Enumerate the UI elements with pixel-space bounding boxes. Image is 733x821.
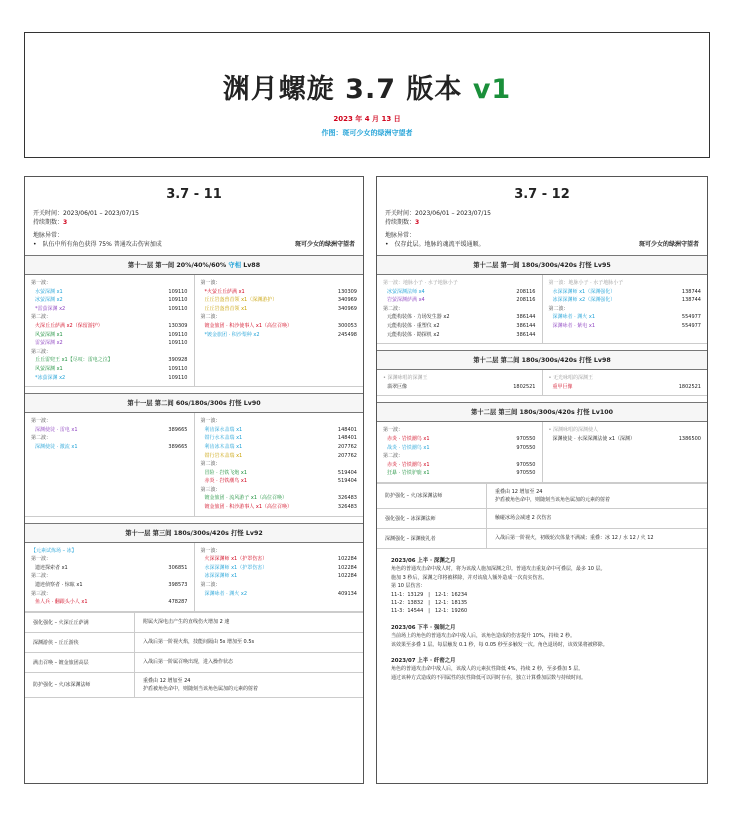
monster-row [383, 469, 536, 478]
ley-line [25, 240, 363, 249]
monster-row [383, 305, 536, 314]
monster-row [201, 494, 358, 503]
blessing-line: 第 10 层伤害： [391, 583, 426, 590]
monster-hp: 109110 [168, 297, 188, 304]
monster-name: 丘丘岩盔兽首领 x1（深渊游护） [204, 297, 278, 304]
monster-name: 元能构装体 · 勘探机 x2 [387, 331, 440, 338]
monster-name: 雷萤深渊 x2 [35, 340, 63, 347]
floor-12-panel [376, 176, 708, 784]
monster-name: 第一波： [383, 427, 404, 434]
monster-row [201, 296, 358, 305]
ley-text: • 队伍中所有角色获得 75% 普通攻击伤害加成 [33, 241, 162, 248]
publish-date: 2023 年 4 月 13 日 [333, 115, 401, 123]
monster-hp: 478287 [168, 599, 188, 606]
monster-row [31, 322, 188, 331]
monster-hp: 340969 [337, 305, 357, 312]
ley-label: 地脉异常： [33, 232, 64, 239]
buff-row [25, 613, 363, 633]
monster-row [383, 296, 536, 305]
monster-row [201, 331, 358, 340]
monster-name: 第三波： [31, 590, 52, 597]
monster-row [201, 590, 358, 599]
duration-value: 3 [415, 219, 420, 226]
monster-hp: 109110 [168, 305, 188, 312]
buff-name: 防护强化 – 火/冰深渊法师 [25, 673, 135, 697]
monster-name: 冰萤深渊法师 x4 [387, 288, 425, 295]
monster-name: 丘丘雷兜王 x1【尽叹：雷电之泣】 [35, 357, 113, 364]
monster-name: 冰深深渊师 x1 [204, 573, 238, 580]
monster-name: 钳行水木盖瑞 x1 [204, 435, 243, 442]
monster-row [383, 322, 536, 331]
monster-row [31, 348, 188, 357]
second-half [194, 413, 364, 516]
monster-row [201, 547, 358, 556]
monster-name: 鱼人兵 · 翻跟头小人 x1 [35, 599, 88, 606]
monster-row [31, 365, 188, 374]
monster-name: 遗迹探索者 x1 [35, 564, 68, 571]
monster-hp: 102284 [337, 556, 357, 563]
monster-hp: 130309 [337, 288, 357, 295]
chamber-halves [377, 422, 707, 483]
first-half [25, 275, 194, 386]
monster-name: 火深深渊师 x1（护罩伤害） [204, 556, 268, 563]
monster-row [31, 434, 188, 443]
monster-row [201, 564, 358, 573]
monster-name: 深渊咏者 · 渊火 x2 [204, 590, 247, 597]
monster-name: 第一波： [200, 547, 221, 554]
blessing-title: 2023/07 上半 · 纤密之月 [391, 657, 456, 664]
monster-name: 镀金旅团 · 积沙使事人 x1（高位召唤） [204, 322, 292, 329]
chamber-halves [377, 275, 707, 344]
duration-label: 持续期数： [33, 219, 64, 226]
buff-desc [487, 529, 707, 548]
buff-name: 强化强化 – 冰深渊法师 [377, 509, 487, 528]
monster-row [201, 313, 358, 322]
monster-name: 冰萤深渊 x2 [35, 297, 63, 304]
buff-row [377, 484, 707, 509]
buff-table [377, 483, 707, 549]
open-time: 开关时间：2023/06/01 – 2023/07/15 [385, 210, 491, 217]
chamber-halves [25, 275, 363, 387]
monster-name: 狂暴 · 岩铁驴鹿 x1 [387, 470, 430, 477]
page-header [24, 32, 710, 158]
monster-name: 深渊使徒 · 水深深渊法使 x1（深渊） [552, 435, 635, 442]
second-half [542, 422, 708, 482]
monster-name: 【元素试炼场 – 冰】 [31, 547, 77, 554]
monster-hp: 207762 [337, 452, 357, 459]
monster-hp: 208116 [516, 297, 536, 304]
monster-hp: 970550 [516, 435, 536, 442]
buff-desc-line: 入战后第一阶属召唤出现，进入操作状态 [143, 659, 234, 666]
monster-hp: 970550 [516, 444, 536, 451]
monster-row [549, 305, 702, 314]
ley-text: • 仅存此层。地脉的魂流平缓通顺。 [385, 241, 485, 248]
monster-row [201, 452, 358, 461]
monster-name: 深渊咏者 · 渊火 x1 [552, 314, 595, 321]
chamber-title: 第十二层 第三间 180s/300s/420s 打怪 Lv100 [471, 409, 613, 417]
duration-line [25, 218, 363, 227]
monster-row [31, 572, 188, 581]
monster-name: 第二波： [548, 305, 569, 312]
blessing-line: 11-2：13832 | 12-1：18135 [391, 599, 468, 606]
monster-row [549, 374, 702, 383]
monster-hp: 554977 [681, 314, 701, 321]
ley-label: 地脉异常： [385, 232, 416, 239]
monster-row [201, 288, 358, 297]
monster-name: 岩萤深渊萨满 x4 [387, 297, 425, 304]
monster-hp: 398573 [168, 582, 188, 589]
chamber-halves [25, 413, 363, 517]
monster-row [201, 555, 358, 564]
monster-row [31, 590, 188, 599]
monster-row [201, 486, 358, 495]
first-half [25, 543, 194, 611]
chamber-title: 第十二层 第一间 180s/300s/420s 打怪 Lv95 [473, 262, 611, 269]
monster-hp: 109110 [168, 374, 188, 381]
duration-value: 3 [63, 219, 68, 226]
monster-name: 重甲巨像 [552, 383, 573, 390]
monster-row [31, 598, 188, 607]
chamber-title: 第十一层 第三间 180s/300s/420s 打怪 Lv92 [125, 529, 263, 537]
monster-row [549, 383, 702, 392]
monster-name: *冰萤深渊 x2 [35, 374, 66, 381]
monster-name: 第二波： [200, 314, 221, 321]
monster-name: 水深深渊师 x1（护罩伤害） [204, 564, 268, 571]
monster-hp: 519404 [337, 469, 357, 476]
monster-row [31, 426, 188, 435]
monster-name: 第一波： [31, 556, 52, 563]
monster-name: • 深渊咏唱的深渊王 [383, 375, 428, 382]
monster-hp: 102284 [337, 564, 357, 571]
monster-name: 冒险 · 岩铁飞炮 x1 [204, 469, 247, 476]
monster-row [383, 452, 536, 461]
buff-name: 防护强化 – 火/冰深渊法师 [377, 484, 487, 508]
monster-row [31, 417, 188, 426]
first-half [377, 370, 542, 395]
monster-row [383, 288, 536, 297]
monster-hp: 109110 [168, 288, 188, 295]
monster-name: 风萤深渊 x1 [35, 331, 63, 338]
monster-hp: 207762 [337, 443, 357, 450]
monster-name: 第一波： [31, 418, 52, 425]
buff-name: 满击召唤 – 镀金旅团高层 [25, 653, 135, 672]
monster-row [383, 426, 536, 435]
monster-row [201, 417, 358, 426]
duration-line [377, 218, 707, 227]
author-credit: 作图：斑可少女的绿洲守望者 [321, 129, 413, 137]
panel-title: 3.7 - 11 [166, 187, 222, 202]
monster-name: • 深渊咏唱的深渊使人 [548, 427, 599, 434]
second-half [542, 275, 708, 343]
monster-hp: 138744 [681, 288, 701, 295]
monster-row [201, 469, 358, 478]
monster-name: 赤炎 · 岩铁潮鸟 x1 [387, 461, 430, 468]
monster-row [201, 581, 358, 590]
buff-desc-line: 触碰冰场会减速 2 次伤害 [495, 515, 552, 522]
monster-hp: 970550 [516, 461, 536, 468]
monster-hp: 109110 [168, 331, 188, 338]
blessing-line: 该效果至多叠 1 层。每层触发 0.1 秒，每 0.05 秒至多触发一次。角色退场时，该效果将被移除。 [391, 641, 608, 648]
monster-name: 第一波：地脉小子 · 水子地脉小子 [383, 280, 458, 286]
second-half [194, 543, 364, 611]
monster-name: 元能构装体 · 力场发生器 x2 [387, 314, 450, 321]
monster-row [383, 383, 536, 392]
monster-hp: 300053 [337, 322, 357, 329]
monster-name: 战炎 · 岩铁潮鸟 x1 [387, 444, 430, 451]
monster-row [383, 435, 536, 444]
monster-row [549, 296, 702, 305]
monster-hp: 102284 [337, 573, 357, 580]
monster-row [201, 305, 358, 314]
monster-row [201, 322, 358, 331]
monster-name: 第一波： [200, 280, 221, 286]
buff-row [377, 509, 707, 529]
buff-row [25, 653, 363, 673]
monster-name: 赤炎 · 岩铁潮鸟 x1 [387, 435, 430, 442]
monster-row [549, 435, 702, 444]
ley-line [377, 240, 707, 249]
second-half [542, 370, 708, 395]
monster-hp: 109110 [168, 365, 188, 372]
signature: 斑可少女的绿洲守望者 [294, 241, 355, 248]
monster-row [31, 564, 188, 573]
buff-name: 深渊强化 – 深渊使礼者 [377, 529, 487, 548]
buff-row [25, 673, 363, 698]
monster-hp: 386144 [516, 322, 536, 329]
blessing-title: 2023/06 下半 · 强制之月 [391, 624, 456, 631]
monster-hp: 409134 [337, 590, 357, 597]
monster-row [549, 322, 702, 331]
monster-name: 钳行岩木盖瑞 x1 [204, 452, 243, 459]
buff-desc-line: 重叠由 12 增加至 24 [495, 488, 543, 495]
monster-row [31, 279, 188, 288]
monster-row [383, 461, 536, 470]
monster-name: 利齿冰木盖瑞 x1 [204, 443, 243, 450]
monster-name: *火萤丘丘萨满 x1 [204, 288, 245, 295]
monster-hp: 130309 [168, 322, 188, 329]
first-half [25, 413, 194, 516]
monster-row [31, 305, 188, 314]
monster-row [201, 503, 358, 512]
monster-name: 第二波： [31, 435, 52, 442]
monster-name: 风萤深渊 x1 [35, 365, 63, 372]
monster-name: 第二波： [383, 453, 404, 460]
monster-row [31, 331, 188, 340]
buff-desc-line: 入战后第一阶视火焰，技能间隔由 5s 增加至 0.5s [143, 639, 255, 646]
monster-row [383, 374, 536, 383]
monster-hp: 389665 [168, 426, 188, 433]
buff-name: 强化强化 – 火深丘丘萨满 [25, 613, 135, 632]
monster-hp: 148401 [337, 426, 357, 433]
monster-row [31, 313, 188, 322]
buff-row [25, 633, 363, 653]
monster-hp: 1802521 [678, 383, 701, 390]
monster-hp: 148401 [337, 435, 357, 442]
blessing-line: 角色的普通攻击命中敌人后，该敌人的元素抗性降低 4%，持续 2 秒，至多叠加 5 层。 [391, 666, 584, 673]
monster-hp: 970550 [516, 470, 536, 477]
buff-desc [135, 653, 363, 672]
chamber-halves [377, 370, 707, 396]
blessing-line: 施加 3 秒后，深渊之印将被移除，并对该敌人额外造成一次真实伤害。 [391, 574, 548, 581]
monster-name: 水萤深渊 x1 [35, 288, 63, 295]
monster-name: 第二波： [200, 582, 221, 589]
blessing-line: 通过该种方式造成的不同属性的抗性降低可以同时存在，独立计算叠加层数与持续时间。 [391, 674, 587, 681]
floor-chamber-header [25, 393, 363, 413]
blessing-line: 当前场上的角色的普通攻击命中敌人后，该角色造成的伤害提升 10%，持续 2 秒。 [391, 633, 576, 640]
monster-name: 第三波： [31, 348, 52, 355]
monster-name: 水深深渊师 x1（深渊强化） [552, 288, 616, 295]
buff-desc [135, 633, 363, 652]
monster-name: 赤炎 · 岩铁潮鸟 x1 [204, 478, 247, 485]
floor-11-panel [24, 176, 364, 784]
buff-desc-line: 入战后第一阶视火，初级轮次体量不满减；重叠：冰 12 / 水 12 / 火 12 [495, 535, 654, 542]
buff-desc [487, 509, 707, 528]
monster-row [549, 288, 702, 297]
monster-row [31, 296, 188, 305]
monster-row [383, 331, 536, 340]
buff-desc-line: 重叠由 12 增加至 24 [143, 677, 191, 684]
monster-name: 遗迹侦察者 · 惊眩 x1 [35, 582, 83, 589]
page-title [25, 67, 709, 106]
monster-name: 第一波：地脉小子 · 水子地脉小子 [548, 280, 624, 286]
buff-desc [487, 484, 707, 508]
monster-name: 深渊使徒 · 激流 x1 [35, 443, 78, 450]
chamber-title: 第十一层 第二间 60s/180s/300s 打怪 Lv90 [127, 400, 261, 408]
monster-row [31, 547, 188, 556]
monster-row [383, 313, 536, 322]
monster-hp: 208116 [516, 288, 536, 295]
monster-hp: 245498 [337, 331, 357, 338]
monster-name: 第二波： [31, 314, 52, 321]
monster-hp: 326483 [337, 504, 357, 511]
monster-name: 第二波： [31, 573, 52, 580]
monster-name: 元能构装体 · 重塑仪 x2 [387, 322, 440, 329]
buff-desc-line: 护盾被角色命中，则随刻当该角色属加的元素的射着 [143, 685, 259, 692]
monster-name: 镀金旅团 · 流风游子 x1（高位召唤） [204, 495, 287, 502]
chamber-title: 第十一层 第一间 20%/40%/60% [127, 262, 229, 269]
monster-row [549, 279, 702, 288]
monster-row [31, 356, 188, 365]
monster-name: *镀金旅团 · 积沙梨种 x2 [204, 331, 260, 338]
monster-row [383, 444, 536, 453]
monster-name: 第三波： [200, 486, 221, 493]
monster-name: 冰深深渊师 x2（深渊强化） [552, 297, 616, 304]
floor-chamber-header [25, 255, 363, 275]
monster-name: 深渊使徒 · 雷电 x1 [35, 426, 78, 433]
monster-hp: 390928 [168, 357, 188, 364]
second-half [194, 275, 364, 386]
monster-row [201, 279, 358, 288]
monster-hp: 109110 [168, 340, 188, 347]
first-half [377, 422, 542, 482]
monster-row [201, 572, 358, 581]
monster-name: *雷萤深渊 x2 [35, 305, 66, 312]
chamber-level: Lv88 [241, 262, 261, 269]
monster-hp: 519404 [337, 478, 357, 485]
buff-desc-line: 附属火深电击产生的直线伤火增加 2 速 [143, 619, 230, 626]
panel-title: 3.7 - 12 [514, 187, 570, 202]
monster-hp: 554977 [681, 322, 701, 329]
monster-hp: 306851 [168, 564, 188, 571]
monster-row [201, 443, 358, 452]
floor-chamber-header [25, 523, 363, 543]
monster-row [549, 313, 702, 322]
floor-chamber-header [377, 402, 707, 422]
chamber-title: 第十二层 第二间 180s/300s/420s 打怪 Lv98 [473, 357, 611, 365]
monster-hp: 386144 [516, 331, 536, 338]
buff-table [25, 612, 363, 698]
monster-name: 利齿深水盖瑞 x1 [204, 426, 243, 433]
open-time: 开关时间：2023/06/01 – 2023/07/15 [33, 210, 139, 217]
monster-hp: 326483 [337, 495, 357, 502]
monster-name: • 无光咏唱的深渊王 [548, 375, 594, 382]
monster-name: 第一波： [200, 418, 221, 425]
monster-name: 镀金旅团 · 积沙游事人 x1（高位召唤） [204, 504, 292, 511]
blessing-line: 角色的普通攻击命中敌人时，将为该敌人施加深渊之印。普通攻击重复命中可叠层，最多 10 层。 [391, 566, 606, 573]
monster-name: 第二波： [383, 305, 404, 312]
monster-row [201, 460, 358, 469]
monster-name: 第一波： [31, 280, 52, 286]
monster-row [201, 426, 358, 435]
chamber-highlight: 守相 [228, 262, 241, 269]
monster-row [549, 426, 702, 435]
buff-row [377, 529, 707, 549]
buff-desc [135, 613, 363, 632]
monster-row [383, 279, 536, 288]
first-half [377, 275, 542, 343]
monster-name: 火深丘丘萨满 x2（保留游护） [35, 322, 103, 329]
monster-hp: 340969 [337, 297, 357, 304]
signature: 斑可少女的绿洲守望者 [638, 241, 699, 248]
monster-row [31, 288, 188, 297]
monster-name: 第二波： [200, 461, 221, 468]
monster-hp: 386144 [516, 314, 536, 321]
monster-row [31, 339, 188, 348]
monster-row [31, 555, 188, 564]
duration-label: 持续期数： [385, 219, 416, 226]
monster-row [201, 434, 358, 443]
buff-name: 深渊游侠 – 丘丘游侠 [25, 633, 135, 652]
buff-desc-line: 护盾被角色命中，则随刻当该角色属加的元素的射着 [495, 496, 611, 503]
buff-desc [135, 673, 363, 697]
title-text: 渊月螺旋 3.7 版本 [222, 74, 463, 105]
blessing-line: 11-1：13129 | 12-1：16234 [391, 591, 468, 598]
blessing-title: 2023/06 上半 · 深渊之月 [391, 557, 456, 564]
floor-chamber-header [377, 255, 707, 275]
blessing-schedule [377, 549, 707, 690]
monster-row [201, 477, 358, 486]
monster-hp: 389665 [168, 443, 188, 450]
monster-hp: 1802521 [513, 383, 536, 390]
monster-name: 丘丘岩盔兽首领 x1 [204, 305, 248, 312]
monster-hp: 1386500 [678, 435, 701, 442]
monster-row [31, 443, 188, 452]
floor-chamber-header [377, 350, 707, 370]
monster-name: 翡翠巨像 [387, 383, 408, 390]
monster-name: 深渊咏者 · 紫电 x1 [552, 322, 595, 329]
chamber-halves [25, 543, 363, 612]
monster-row [31, 581, 188, 590]
monster-hp: 138744 [681, 297, 701, 304]
blessing-line: 11-3：14544 | 12-1：19260 [391, 608, 468, 615]
monster-row [31, 374, 188, 383]
version-label: v1 [472, 74, 512, 105]
